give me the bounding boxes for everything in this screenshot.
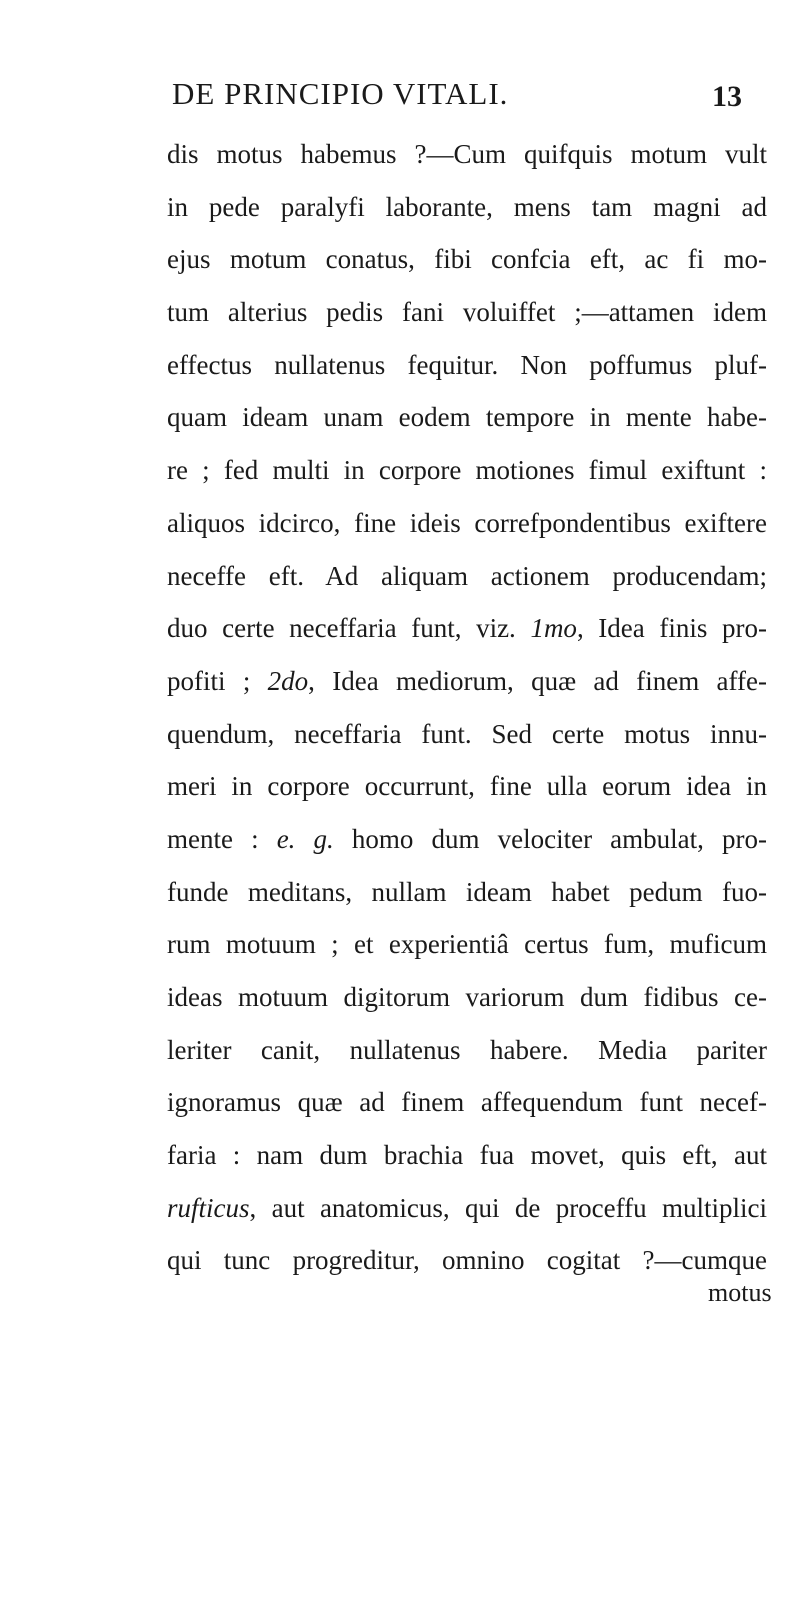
- text-segment: homo dum velociter ambulat, pro-: [333, 823, 767, 854]
- text-segment: , Idea mediorum, quæ ad finem affe-: [308, 665, 767, 696]
- text-line: [167, 602, 767, 655]
- italic-word: rufticus: [167, 1192, 250, 1223]
- text-line: tum alterius pedis fani voluiffet ;—attamen idem: [167, 297, 767, 328]
- text-line: faria : nam dum brachia fua movet, quis eft, aut: [167, 1140, 767, 1171]
- text-line: ignoramus quæ ad finem affequendum funt necef-: [167, 1087, 767, 1118]
- text-line: effectus nullatenus fequitur. Non poffumus pluf-: [167, 349, 767, 380]
- body-text: [167, 128, 767, 1287]
- catchword: motus: [708, 1278, 772, 1307]
- text-line: [167, 655, 767, 708]
- text-segment: pofiti ;: [167, 665, 268, 696]
- text-segment: , aut anatomicus, qui de proceffu multiplici: [249, 1192, 767, 1223]
- text-line: [167, 1182, 767, 1235]
- italic-ordinal: 2do: [267, 665, 309, 696]
- text-segment: duo certe neceffaria funt, viz.: [167, 613, 531, 644]
- text-line: ejus motum conatus, fibi confcia eft, ac fi mo-: [167, 244, 767, 275]
- italic-abbreviation: e. g.: [276, 823, 334, 854]
- text-line: dis motus habemus ?—Cum quifquis motum vult: [167, 139, 767, 169]
- page-number: 13: [712, 80, 742, 113]
- text-segment: mente :: [167, 823, 277, 854]
- text-line: in pede paralyfi laborante, mens tam magni ad: [167, 191, 767, 222]
- text-line: ideas motuum digitorum variorum dum fidibus ce-: [167, 982, 767, 1012]
- text-line: re ; fed multi in corpore motiones fimul exiftunt :: [167, 455, 767, 486]
- text-line: leriter canit, nullatenus habere. Media pariter: [167, 1034, 767, 1065]
- text-line: aliquos idcirco, fine ideis correfpondentibus exiftere: [167, 507, 767, 538]
- text-segment: , Idea finis pro-: [576, 613, 767, 644]
- italic-ordinal: 1mo: [530, 613, 577, 644]
- text-line: quendum, neceffaria funt. Sed certe motus innu-: [167, 718, 767, 749]
- text-line: [167, 813, 767, 866]
- text-line: quam ideam unam eodem tempore in mente habe-: [167, 402, 767, 433]
- text-line: neceffe eft. Ad aliquam actionem producendam;: [167, 560, 767, 591]
- text-line: meri in corpore occurrunt, fine ulla eorum idea in: [167, 771, 767, 802]
- running-title: DE PRINCIPIO VITALI.: [172, 76, 509, 111]
- text-line: rum motuum ; et experientiâ certus fum, muficum: [167, 929, 767, 960]
- text-line: qui tunc progreditur, omnino cogitat ?—cumque: [167, 1245, 767, 1276]
- text-line: funde meditans, nullam ideam habet pedum fuo-: [167, 876, 767, 907]
